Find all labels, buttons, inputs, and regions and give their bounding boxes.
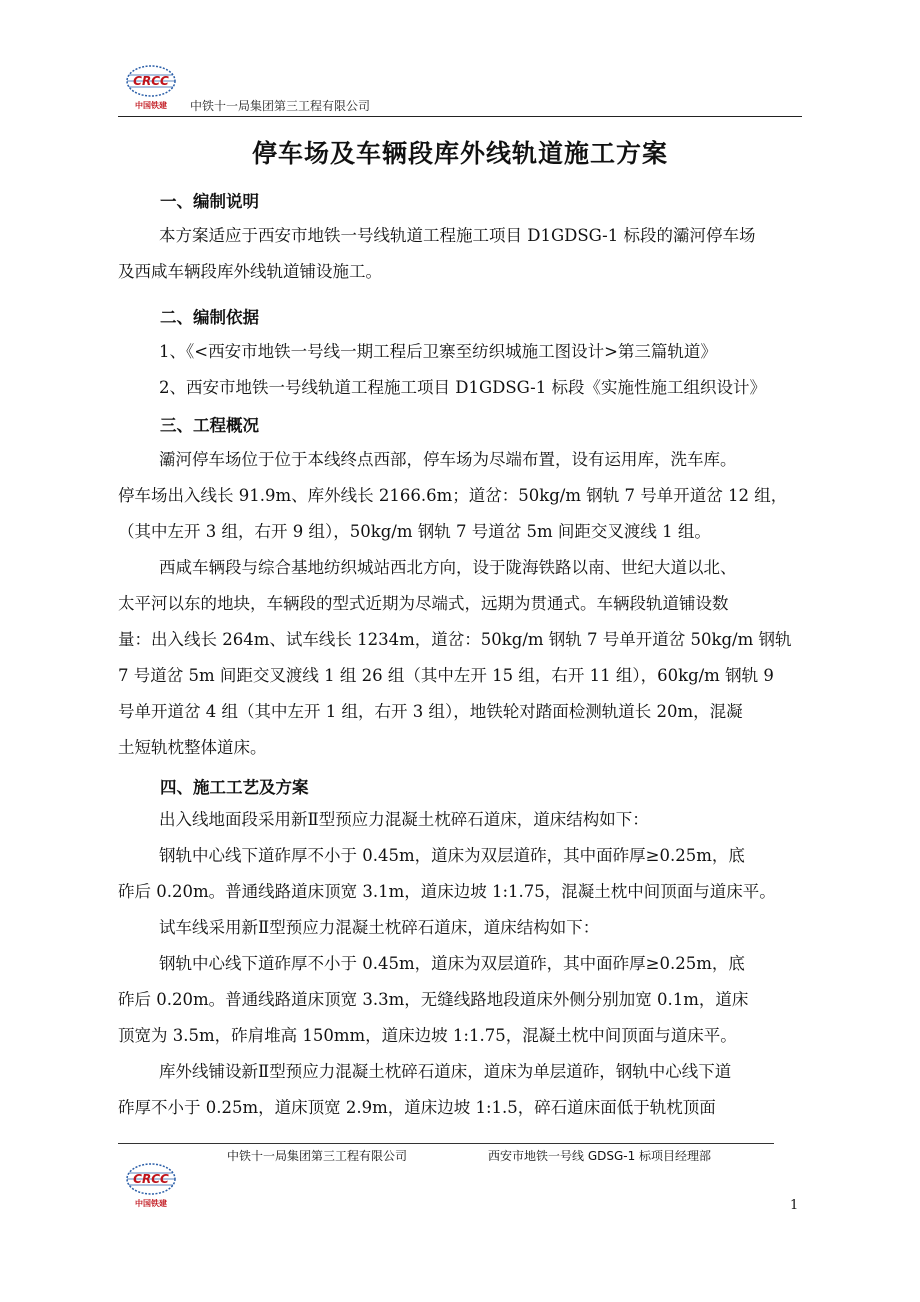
text-line: 钢轨中心线下道砟厚不小于 0.45m，道床为双层道砟，其中面砟厚≥0.25m，底 xyxy=(159,846,745,865)
crcc-footer-logo xyxy=(122,1160,180,1210)
text-line: 砟后 0.20m。普通线路道床顶宽 3.1m，道床边坡 1:1.75，混凝土枕中间顶面与道床平。 xyxy=(118,882,776,901)
section-3-paragraph-2 xyxy=(118,550,802,766)
text-line: 号单开道岔 4 组（其中左开 1 组，右开 3 组），地铁轮对踏面检测轨道长 20m，混凝 xyxy=(118,702,743,721)
text-line: 灞河停车场位于位于本线终点西部，停车场为尽端布置，设有运用库，洗车库。 xyxy=(159,450,737,469)
text-line: 量：出入线长 264m、试车线长 1234m，道岔：50kg/m 钢轨 7 号单开道岔 50kg/m 钢轨 xyxy=(118,630,792,649)
text-line: 顶宽为 3.5m，砟肩堆高 150mm，道床边坡 1:1.75，混凝土枕中间顶面与道床平。 xyxy=(118,1026,737,1045)
section-4-heading: 四、施工工艺及方案 xyxy=(160,778,309,797)
text-line: 7 号道岔 5m 间距交叉渡线 1 组 26 组（其中左开 15 组，右开 11 组），60kg/m 钢轨 9 xyxy=(118,666,774,685)
section-1-heading: 一、编制说明 xyxy=(160,192,259,211)
text-line: 砟后 0.20m。普通线路道床顶宽 3.3m，无缝线路地段道床外侧分别加宽 0.1m，道床 xyxy=(118,990,749,1009)
text-line: 钢轨中心线下道砟厚不小于 0.45m，道床为双层道砟，其中面砟厚≥0.25m，底 xyxy=(159,954,745,973)
footer-company: 中铁十一局集团第三工程有限公司 xyxy=(227,1149,408,1163)
section-2-list xyxy=(118,334,802,406)
text-line: 砟厚不小于 0.25m，道床顶宽 2.9m，道床边坡 1:1.5，碎石道床面低于轨枕顶面 xyxy=(118,1098,716,1117)
footer-project: 西安市地铁一号线 GDSG-1 标项目经理部 xyxy=(488,1149,712,1163)
text-line: 西咸车辆段与综合基地纺织城站西北方向，设于陇海铁路以南、世纪大道以北、 xyxy=(159,558,737,577)
text-line: （其中左开 3 组，右开 9 组），50kg/m 钢轨 7 号道岔 5m 间距交叉渡线 1 组。 xyxy=(118,522,711,541)
logo-caption: 中国铁建 xyxy=(135,101,167,110)
crcc-logo xyxy=(122,62,180,112)
section-4-paragraph-1 xyxy=(118,802,802,838)
logo-text: CRCC xyxy=(133,1172,169,1186)
page-number: 1 xyxy=(790,1198,799,1213)
section-4-paragraph-5 xyxy=(118,1054,802,1126)
section-1-paragraph xyxy=(118,218,802,290)
section-3-paragraph-1 xyxy=(118,442,802,550)
section-3-heading: 三、工程概况 xyxy=(160,416,259,435)
logo-text: CRCC xyxy=(133,74,169,88)
header-divider xyxy=(118,116,802,117)
section-4-paragraph-4 xyxy=(118,946,802,1054)
text-line: 及西咸车辆段库外线轨道铺设施工。 xyxy=(118,262,382,281)
text-line: 太平河以东的地块，车辆段的型式近期为尽端式，远期为贯通式。车辆段轨道铺设数 xyxy=(118,594,729,613)
reference-item-2: 2、西安市地铁一号线轨道工程施工项目 D1GDSG-1 标段《实施性施工组织设计》 xyxy=(159,378,766,397)
section-4-paragraph-3 xyxy=(118,910,802,946)
text-line: 土短轨枕整体道床。 xyxy=(118,738,267,757)
text-line: 本方案适应于西安市地铁一号线轨道工程施工项目 D1GDSG-1 标段的灞河停车场 xyxy=(159,226,756,245)
footer-divider xyxy=(118,1143,774,1144)
section-2-heading: 二、编制依据 xyxy=(160,308,259,327)
text-line: 库外线铺设新Ⅱ型预应力混凝土枕碎石道床，道床为单层道砟，钢轨中心线下道 xyxy=(159,1062,732,1081)
reference-item-1: 1、《<西安市地铁一号线一期工程后卫寨至纺织城施工图设计>第三篇轨道》 xyxy=(159,342,717,361)
text-line: 出入线地面段采用新Ⅱ型预应力混凝土枕碎石道床，道床结构如下： xyxy=(159,810,649,829)
logo-caption: 中国铁建 xyxy=(135,1199,167,1208)
document-title: 停车场及车辆段库外线轨道施工方案 xyxy=(251,139,668,168)
section-4-paragraph-2 xyxy=(118,838,802,910)
text-line: 停车场出入线长 91.9m、库外线长 2166.6m；道岔：50kg/m 钢轨 7 号单开道岔 12 组， xyxy=(118,486,788,505)
text-line: 试车线采用新Ⅱ型预应力混凝土枕碎石道床，道床结构如下： xyxy=(159,918,600,937)
header-company: 中铁十一局集团第三工程有限公司 xyxy=(190,99,371,113)
